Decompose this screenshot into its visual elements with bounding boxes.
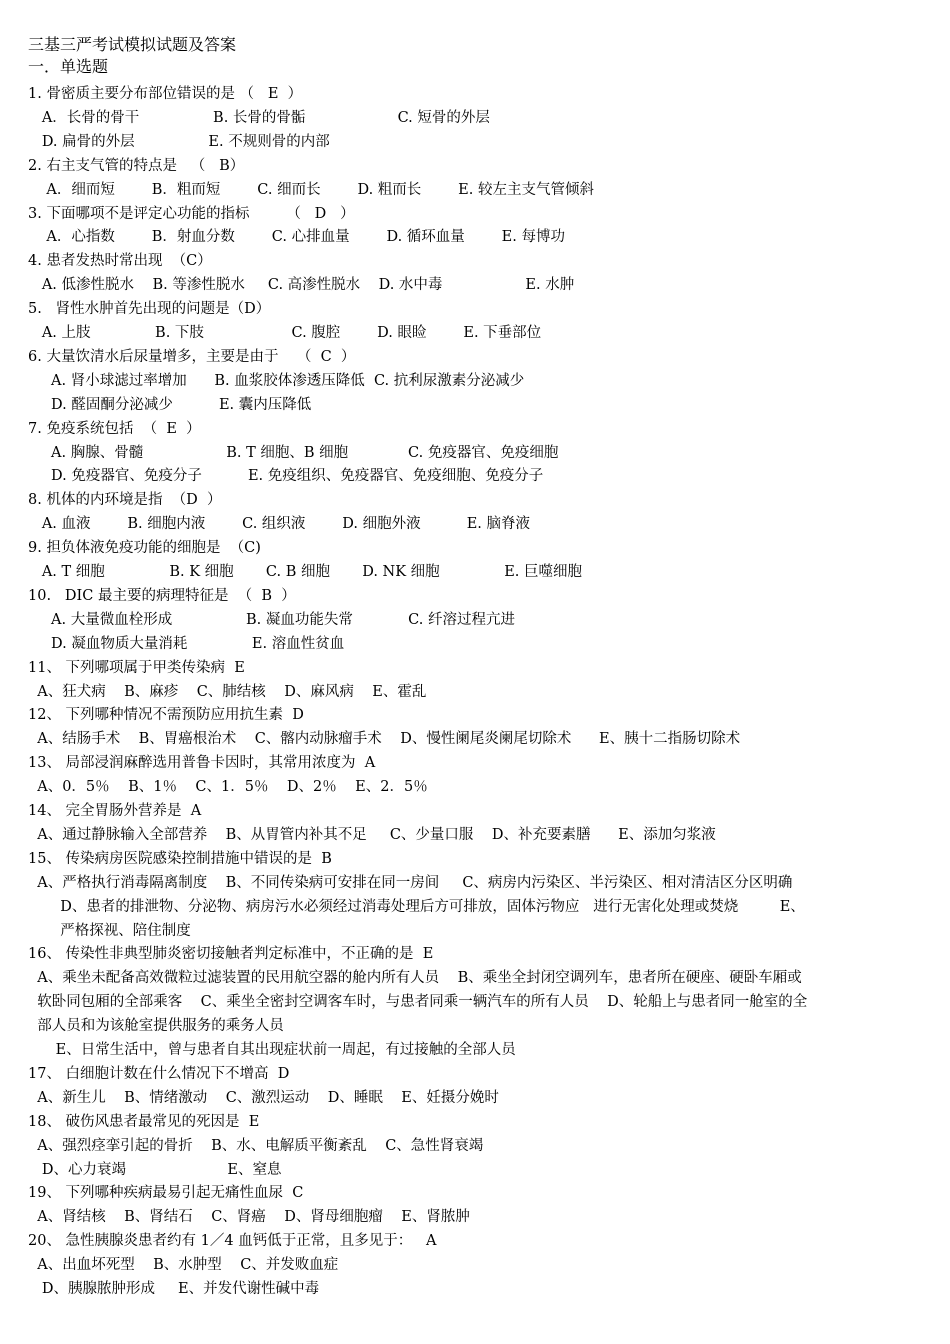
document-line: 16、 传染性非典型肺炎密切接触者判定标准中，不正确的是 E bbox=[28, 946, 434, 963]
document-line: 4. 患者发热时常出现 （C） bbox=[28, 253, 212, 270]
document-line: A．心指数 B．射血分数 C. 心排血量 D. 循环血量 E. 每博功 bbox=[28, 229, 565, 246]
document-line: A、严格执行消毒隔离制度 B、不同传染病可安排在同一房间 C、病房内污染区、半污染区、相对清洁区分区明确 bbox=[28, 874, 793, 891]
document-line: A. 上肢 B. 下肢 C. 腹腔 D. 眼睑 E. 下垂部位 bbox=[28, 325, 542, 341]
document-line: A、结肠手术 B、胃癌根治术 C、髂内动脉瘤手术 D、慢性阑尾炎阑尾切除术 E、胰十二指肠切除术 bbox=[28, 731, 741, 748]
document-line: 17、 白细胞计数在什么情况下不增高 D bbox=[28, 1065, 290, 1082]
document-line: 6. 大量饮清水后尿量增多，主要是由于 （ C ） bbox=[28, 348, 356, 365]
document-line: 7. 免疫系统包括 （ E ） bbox=[28, 420, 201, 437]
document-line: 13、 局部浸润麻醉选用普鲁卡因时，其常用浓度为 A bbox=[28, 755, 376, 772]
document-line: 11、 下列哪项属于甲类传染病 E bbox=[28, 659, 245, 676]
document-line: 5. 肾性水肿首先出现的问题是（D） bbox=[28, 301, 271, 318]
document-line: D. 醛固酮分泌减少 E. 囊内压降低 bbox=[28, 396, 312, 413]
document-line: E、日常生活中，曾与患者自其出现症状前一周起，有过接触的全部人员 bbox=[28, 1042, 516, 1058]
document-title: 三基三严考试模拟试题及答案 bbox=[28, 35, 237, 54]
document-line: A. T 细胞 B. K 细胞 C. B 细胞 D. NK 细胞 E. 巨噬细胞 bbox=[28, 564, 583, 580]
document-line: D. 凝血物质大量消耗 E. 溶血性贫血 bbox=[28, 635, 345, 652]
document-line: 20、 急性胰腺炎患者约有 1／4 血钙低于正常，且多见于： A bbox=[28, 1233, 437, 1250]
document-line: 3. 下面哪项不是评定心功能的指标 （ D ） bbox=[28, 205, 355, 222]
document-line: 软卧同包厢的全部乘客 C、乘坐全密封空调客车时，与患者同乘一辆汽车的所有人员 D、轮船上与患者同一舱室的全 bbox=[28, 994, 808, 1011]
document-line: 14、 完全胃肠外营养是 A bbox=[28, 803, 202, 819]
document-line: 15、 传染病房医院感染控制措施中错误的是 B bbox=[28, 850, 332, 867]
document-line: 10. DIC 最主要的病理特征是 （ B ） bbox=[28, 587, 296, 604]
document-line: A、通过静脉输入全部营养 B、从胃管内补其不足 C、少量口服 D、补充要素膳 E、添加匀浆液 bbox=[28, 826, 716, 843]
document-line: 9. 担负体液免疫功能的细胞是 （C) bbox=[28, 540, 261, 557]
document-line: 18、 破伤风患者最常见的死因是 E bbox=[28, 1113, 260, 1130]
document-line: A. 低渗性脱水 B. 等渗性脱水 C. 高渗性脱水 D. 水中毒 E. 水肿 bbox=[28, 277, 575, 294]
document-line: A. 血液 B. 细胞内液 C. 组织液 D. 细胞外液 E. 脑脊液 bbox=[28, 516, 531, 533]
document-line: A. 肾小球滤过率增加 B. 血浆胶体渗透压降低 C. 抗利尿激素分泌减少 bbox=[28, 372, 525, 389]
document-line: D. 免疫器官、免疫分子 E. 免疫组织、免疫器官、免疫细胞、免疫分子 bbox=[28, 468, 544, 485]
section-heading: 一．单选题 bbox=[28, 57, 109, 76]
document-line: A、0．5％ B、1％ C、1．5％ D、2％ E、2．5％ bbox=[28, 779, 428, 796]
document-line: 部人员和为该舱室提供服务的乘务人员 bbox=[28, 1018, 284, 1035]
document-line: A、出血坏死型 B、水肿型 C、并发败血症 bbox=[28, 1257, 339, 1274]
document-line: A、狂犬病 B、麻疹 C、肺结核 D、麻风病 E、霍乱 bbox=[28, 683, 427, 700]
document-line: A、强烈痉挛引起的骨折 B、水、电解质平衡紊乱 C、急性肾衰竭 bbox=[28, 1137, 484, 1154]
document-line: A. 胸腺、骨髓 B. T 细胞、B 细胞 C. 免疫器官、免疫细胞 bbox=[28, 444, 559, 461]
document-line: 严格探视、陪住制度 bbox=[28, 922, 191, 939]
document-line: A．长骨的骨干 B. 长骨的骨骺 C. 短骨的外层 bbox=[28, 109, 490, 126]
document-line: A、肾结核 B、肾结石 C、肾癌 D、肾母细胞瘤 E、肾脓肿 bbox=[28, 1209, 470, 1226]
document-line: 8. 机体的内环境是指 （D ） bbox=[28, 492, 222, 509]
document-line: A、新生儿 B、情绪激动 C、激烈运动 D、睡眠 E、妊摄分娩时 bbox=[28, 1089, 499, 1106]
document-line: A、乘坐未配备高效微粒过滤装置的民用航空器的舱内所有人员 B、乘坐全封闭空调列车，患者所在硬座、硬卧车厢或 bbox=[28, 970, 802, 987]
document-line: D. 扁骨的外层 E. 不规则骨的内部 bbox=[28, 133, 330, 150]
document-line: A. 大量微血栓形成 B. 凝血功能失常 C. 纤溶过程亢进 bbox=[28, 611, 515, 628]
document-line: D、胰腺脓肿形成 E、并发代谢性碱中毒 bbox=[28, 1281, 320, 1297]
document-line: A．细而短 B．粗而短 C. 细而长 D. 粗而长 E. 较左主支气管倾斜 bbox=[28, 181, 594, 198]
document-line: 12、 下列哪种情况不需预防应用抗生素 D bbox=[28, 707, 304, 724]
document-line: D、心力衰竭 E、窒息 bbox=[28, 1161, 282, 1178]
document-line: 19、 下列哪种疾病最易引起无痛性血尿 C bbox=[28, 1185, 304, 1202]
document-line: 2. 右主支气管的特点是 （ B） bbox=[28, 157, 245, 174]
document-line: 1. 骨密质主要分布部位错误的是 （ E ） bbox=[28, 86, 303, 102]
document-line: D、患者的排泄物、分泌物、病房污水必须经过消毒处理后方可排放，固体污物应 进行无害化处理或焚烧 E、 bbox=[28, 898, 805, 915]
